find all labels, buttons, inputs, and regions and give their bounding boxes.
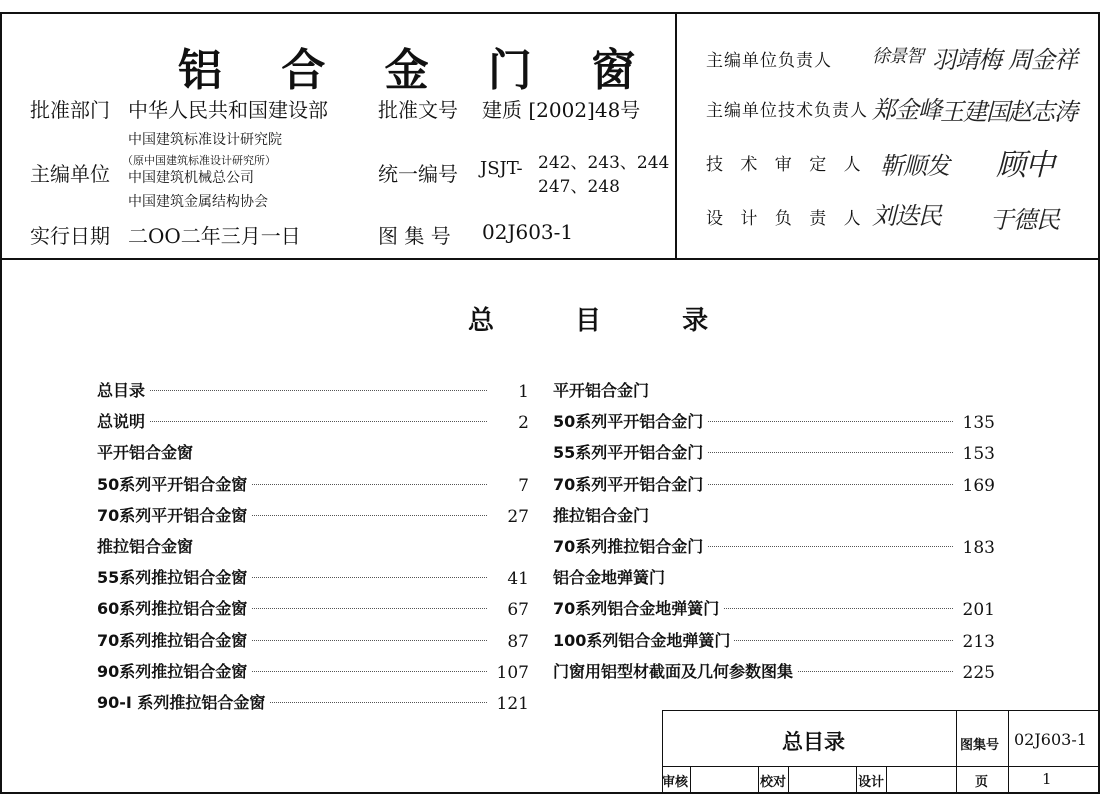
editor-unit-4: 中国建筑金属结构协会 [128, 194, 268, 210]
title-block-vline [788, 766, 789, 794]
toc-entry [97, 503, 529, 529]
signature: 赵志涛 [1008, 98, 1077, 126]
toc-entry-label: 平开铝合金门 [553, 378, 653, 401]
toc-entry [553, 503, 993, 529]
title-block-vline [758, 766, 759, 794]
toc-entry-label: 90系列推拉铝合金窗 [97, 659, 251, 682]
title-block-vline [956, 710, 957, 794]
toc-entry-label: 55系列推拉铝合金窗 [97, 565, 251, 588]
technical-approver-label: 技 术 审 定 人 [706, 155, 867, 175]
toc-page-number: 67 [507, 600, 529, 621]
toc-page-number: 225 [962, 662, 995, 683]
unified-no-line2: 247、248 [538, 177, 620, 197]
toc-entry-label: 铝合金地弹簧门 [553, 565, 669, 588]
toc-page-number: 121 [496, 694, 529, 714]
toc-entry [97, 659, 529, 685]
effective-date: 二OO二年三月一日 [128, 224, 301, 248]
signature: 王建国 [940, 98, 1009, 126]
toc-entry-label: 55系列平开铝合金门 [553, 440, 707, 463]
title-block-page-label: 页 [975, 775, 989, 790]
toc-page-number: 135 [962, 413, 995, 434]
toc-page-number: 107 [496, 662, 529, 683]
toc-page-number: 1 [518, 382, 529, 402]
title-block-vline [1008, 710, 1009, 794]
signature: 于德民 [990, 206, 1059, 234]
toc-entry-label: 70系列推拉铝合金窗 [97, 628, 251, 651]
toc-entry-label: 60系列推拉铝合金窗 [97, 596, 251, 619]
effective-date-label: 实行日期 [30, 224, 110, 248]
chief-unit-tech-head-label: 主编单位技术负责人 [706, 101, 868, 121]
toc-page-number: 87 [507, 631, 529, 652]
signature: 郑金峰 [872, 96, 941, 124]
signature: 羽靖梅 [932, 46, 1001, 74]
toc-page-number: 27 [507, 506, 529, 527]
toc-page-number: 169 [962, 475, 995, 496]
title-block-vline [886, 766, 887, 794]
toc-title: 总 目 录 [468, 306, 745, 336]
toc-entry-label: 70系列铝合金地弹簧门 [553, 596, 723, 619]
approval-dept: 中华人民共和国建设部 [128, 98, 328, 122]
unified-no-line1: 242、243、244 [538, 153, 670, 173]
toc-page-number: 213 [962, 631, 995, 652]
toc-entry [97, 628, 529, 654]
title-block-hline [662, 766, 1100, 767]
toc-page-number: 2 [518, 413, 529, 434]
toc-entry-label: 50系列平开铝合金门 [553, 409, 707, 432]
toc-entry [553, 565, 993, 591]
title-block-check-label: 校对 [760, 775, 787, 790]
toc-entry-label: 70系列平开铝合金窗 [97, 503, 251, 526]
signature: 顾中 [996, 148, 1054, 183]
toc-entry [97, 534, 497, 560]
editor-unit-3: 中国建筑机械总公司 [128, 170, 254, 186]
toc-entry [97, 409, 529, 435]
header-vertical-divider [675, 12, 677, 258]
title-block-atlas-label: 图集号 [960, 738, 1000, 753]
atlas-title: 铝 合 金 门 窗 [178, 45, 658, 96]
title-block-design-label: 设计 [858, 775, 885, 790]
toc-entry [97, 596, 529, 622]
title-block-vline [690, 766, 691, 794]
toc-entry-label: 50系列平开铝合金窗 [97, 472, 251, 495]
toc-page-number: 41 [507, 569, 529, 590]
design-lead-label: 设 计 负 责 人 [706, 209, 867, 229]
editor-unit-label: 主编单位 [30, 162, 110, 186]
toc-page-number: 153 [962, 444, 995, 465]
approval-dept-label: 批准部门 [30, 98, 110, 122]
toc-entry [553, 659, 993, 685]
approval-doc: 建质 [2002]48号 [482, 98, 641, 122]
editor-unit-1: 中国建筑标准设计研究院 [128, 132, 282, 148]
toc-entry-label: 总目录 [97, 378, 149, 401]
atlas-no-label: 图 集 号 [378, 224, 451, 248]
title-block-page-no: 1 [1042, 770, 1052, 788]
toc-leader-dots [97, 421, 487, 422]
toc-entry-label: 总说明 [97, 409, 149, 432]
toc-entry-label: 推拉铝合金窗 [97, 534, 197, 557]
signature: 周金祥 [1008, 46, 1077, 74]
toc-entry-label: 平开铝合金窗 [97, 440, 197, 463]
toc-entry [553, 534, 993, 560]
toc-entry [553, 628, 993, 654]
title-block-review-label: 审核 [662, 775, 689, 790]
toc-page-number: 7 [518, 475, 529, 496]
toc-entry-label: 90-I 系列推拉铝合金窗 [97, 690, 269, 713]
title-block-vline [856, 766, 857, 794]
toc-page-number: 201 [962, 600, 995, 621]
approval-doc-label: 批准文号 [378, 98, 458, 122]
signature: 靳顺发 [880, 152, 949, 180]
title-block-name: 总目录 [782, 730, 845, 754]
header-divider [0, 258, 1100, 260]
toc-entry-label: 推拉铝合金门 [553, 503, 653, 526]
toc-entry [553, 409, 993, 435]
title-block-atlas-no: 02J603-1 [1014, 730, 1087, 749]
toc-leader-dots [97, 390, 487, 391]
toc-entry [553, 378, 993, 404]
toc-entry [97, 690, 529, 716]
toc-entry [97, 565, 529, 591]
toc-entry [97, 472, 529, 498]
toc-entry [553, 440, 993, 466]
editor-unit-2: （原中国建筑标准设计研究所） [122, 154, 276, 167]
atlas-no: 02J603-1 [482, 220, 574, 244]
toc-entry-label: 门窗用铝型材截面及几何参数图集 [553, 659, 797, 682]
unified-no-prefix: JSJT- [480, 158, 523, 179]
toc-entry [97, 440, 497, 466]
toc-entry-label: 70系列平开铝合金门 [553, 472, 707, 495]
unified-no-label: 统一编号 [378, 162, 458, 186]
signature: 徐景智 [872, 46, 923, 67]
toc-entry-label: 100系列铝合金地弹簧门 [553, 628, 734, 651]
toc-entry [97, 378, 529, 404]
chief-unit-head-label: 主编单位负责人 [706, 51, 832, 71]
toc-entry [553, 596, 993, 622]
toc-entry-label: 70系列推拉铝合金门 [553, 534, 707, 557]
toc-entry [553, 472, 993, 498]
toc-page-number: 183 [962, 538, 995, 558]
signature: 刘迭民 [872, 202, 941, 230]
